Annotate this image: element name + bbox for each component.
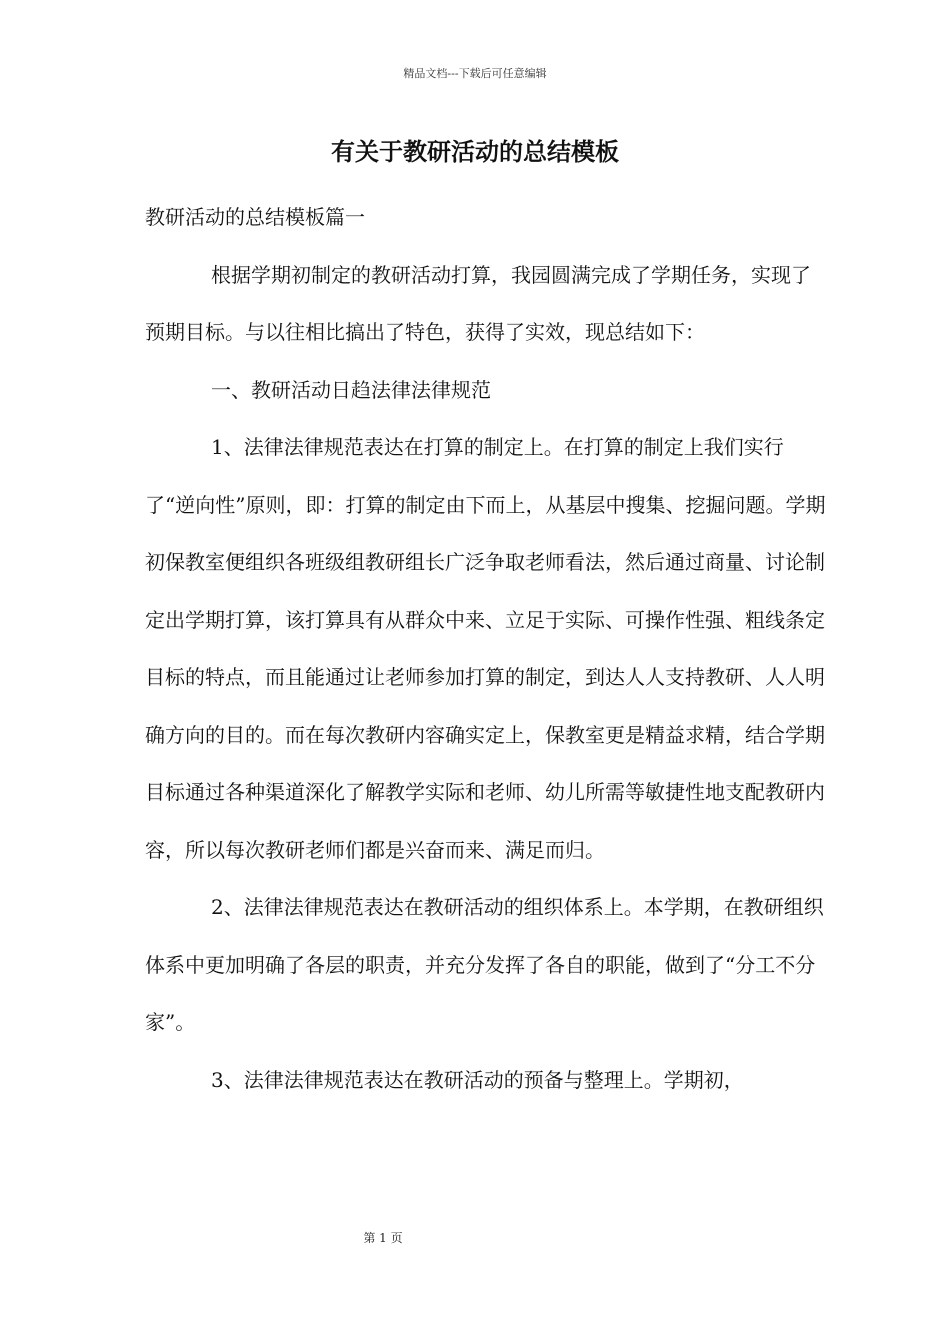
paragraph-item-2: 2、法律法律规范表达在教研活动的组织体系上。本学期，在教研组织体系中更加明确了各层的职责，并充分发挥了各自的职能，做到了“分工不分家”。 xyxy=(145,895,824,1034)
header-note: 精品文档---下载后可任意编辑 xyxy=(403,67,547,80)
page-number: 第 1 页 xyxy=(363,1231,403,1245)
section-subtitle: 教研活动的总结模板篇一 xyxy=(145,205,365,229)
document-body xyxy=(145,189,830,1109)
document-title: 有关于教研活动的总结模板 xyxy=(331,137,619,166)
section-heading: 一、教研活动日趋法律法律规范 xyxy=(211,377,491,402)
paragraph-intro: 根据学期初制定的教研活动打算，我园圆满完成了学期任务，实现了预期目标。与以往相比搞出了特色，获得了实效，现总结如下： xyxy=(145,262,811,344)
paragraph-item-1: 1、法律法律规范表达在打算的制定上。在打算的制定上我们实行了“逆向性”原则，即：打算的制定由下而上，从基层中搜集、挖掘问题。学期初保教室便组织各班级组教研组长广泛争取老师看法，然后通过商量、讨论制定出学期打算，该打算具有从群众中来、立足于实际、可操作性强、粗线条定目标的特点，而且能通过让老师参加打算的制定，到达人人支持教研、人人明确方向的目的。而在每次教研内容确实定上，保教室更是精益求精，结合学期目标通过各种渠道深化了解教学实际和老师、幼儿所需等敏捷性地支配教研内容，所以每次教研老师们都是兴奋而来、满足而归。 xyxy=(145,435,826,862)
paragraph-item-3: 3、法律法律规范表达在教研活动的预备与整理上。学期初， xyxy=(211,1067,744,1092)
